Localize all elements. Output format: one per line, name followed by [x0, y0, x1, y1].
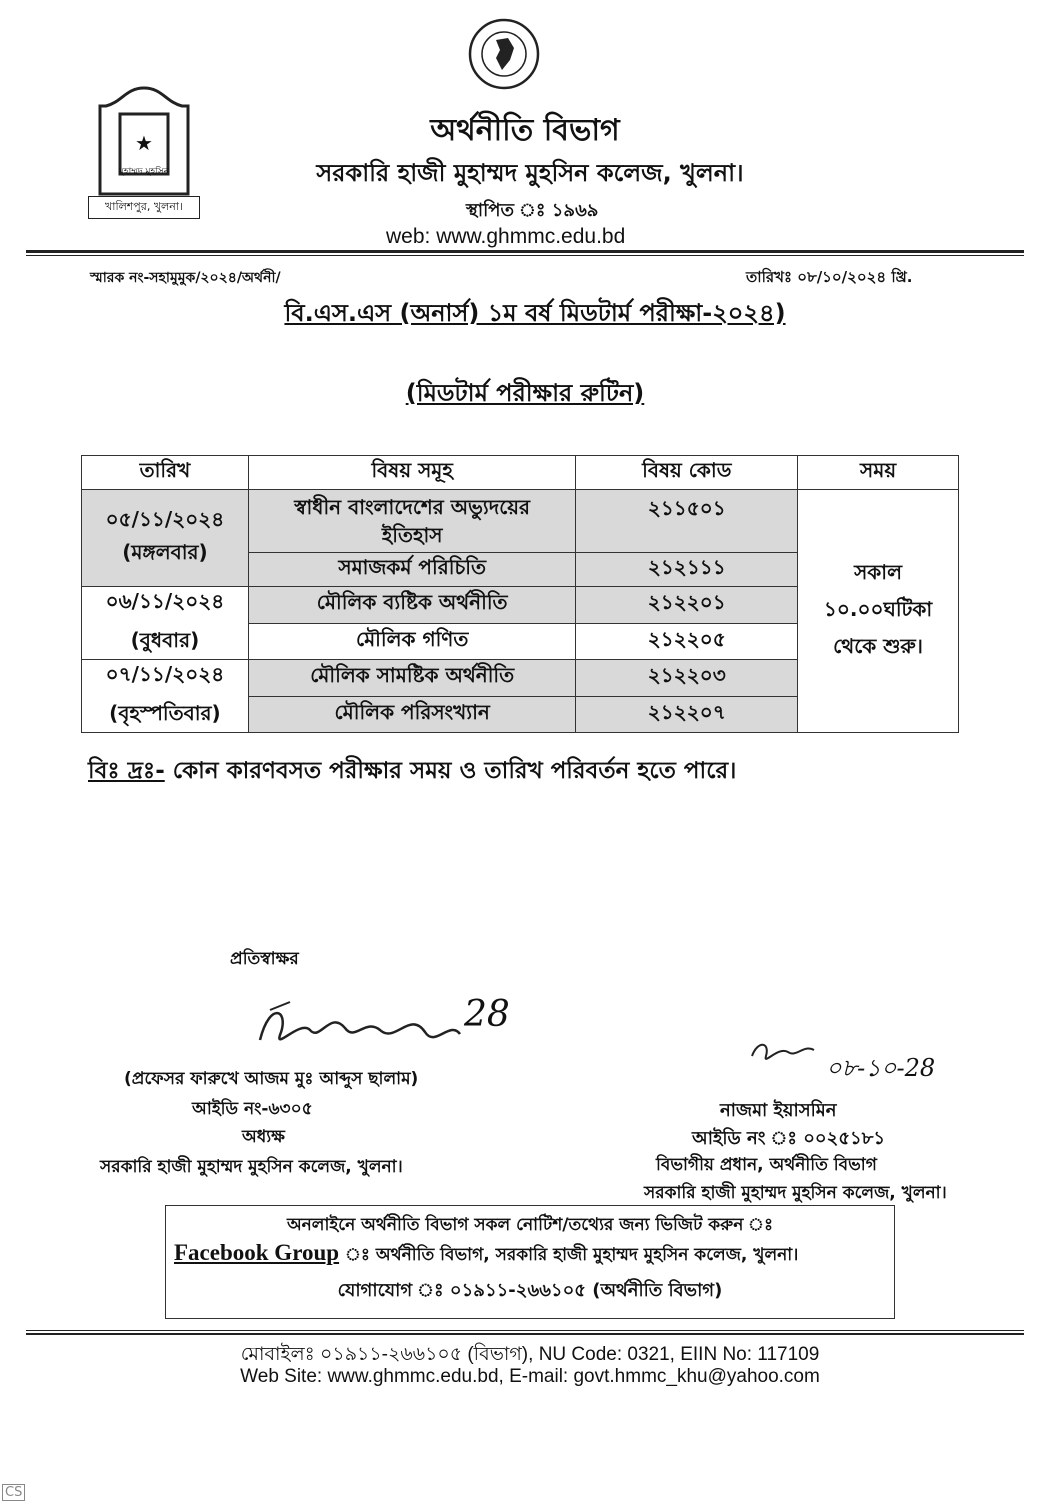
header-divider-thin	[26, 255, 1024, 256]
principal-signature	[250, 990, 530, 1064]
college-name: সরকারি হাজী মুহাম্মদ মুহসিন কলেজ, খুলনা।	[316, 159, 744, 187]
logo-inner-text: মুহাম্মদ মুহসিন	[118, 167, 170, 177]
head-name: নাজমা ইয়াসমিন	[720, 1100, 837, 1121]
code-cell: ২১২২০৫	[576, 623, 798, 660]
established: স্থাপিত ঃ ১৯৬৯	[466, 200, 599, 221]
day-text: (মঙ্গলবার)	[122, 540, 208, 564]
header-time: সময়	[798, 456, 959, 490]
header-date: তারিখ	[82, 456, 249, 490]
date-text: ০৭/১১/২০২৪	[105, 662, 225, 686]
svg-text:★: ★	[135, 131, 153, 155]
footer-divider	[26, 1330, 1024, 1331]
memo-date: তারিখঃ ০৮/১০/২০২৪ খ্রি.	[746, 268, 913, 286]
head-signature	[748, 1036, 988, 1088]
facebook-group-label: Facebook Group	[174, 1240, 340, 1265]
table-row	[82, 490, 959, 553]
day-text: (বুধবার)	[130, 628, 200, 652]
head-id: আইডি নং ঃ ০০২৫১৮১	[692, 1128, 886, 1149]
routine-table	[81, 455, 959, 733]
date-text: ০৬/১১/২০২৪	[105, 589, 225, 613]
principal-id: আইডি নং-৬৩০৫	[192, 1099, 313, 1119]
time-line-1: সকাল	[854, 559, 903, 584]
time-line-3: থেকে শুরু।	[833, 633, 923, 658]
footer-web: Web Site: www.ghmmc.edu.bd, E-mail: govt.hmmc_khu@yahoo.com	[240, 1366, 820, 1387]
online-info-box	[165, 1205, 895, 1319]
table-header-row	[82, 456, 959, 490]
subject-cell: মৌলিক পরিসংখ্যান	[248, 696, 576, 733]
date-cell	[82, 660, 249, 733]
online-box-contact: যোগাযোগ ঃ ০১৯১১-২৬৬১০৫ (অর্থনীতি বিভাগ)	[337, 1280, 723, 1301]
code-cell: ২১২২০৭	[576, 696, 798, 733]
logo-caption: খালিশপুর, খুলনা।	[88, 196, 200, 219]
countersign-label: প্রতিস্বাক্ষর	[230, 949, 299, 969]
day-text: (বৃহস্পতিবার)	[109, 701, 221, 725]
code-cell: ২১২১১১	[576, 553, 798, 587]
principal-signature-date: 28	[464, 994, 510, 1035]
footer-divider-thick	[26, 1333, 1024, 1335]
note-label: বিঃ দ্রঃ-	[88, 758, 165, 784]
head-org: সরকারি হাজী মুহাম্মদ মুহসিন কলেজ, খুলনা।	[644, 1183, 947, 1203]
routine-subtitle: (মিডটার্ম পরীক্ষার রুটিন)	[405, 379, 645, 407]
head-signature-date: ০৮-১০-28	[826, 1054, 936, 1082]
subject-cell: স্বাধীন বাংলাদেশের অভ্যুদয়ের ইতিহাস	[248, 490, 576, 553]
memo-reference: স্মারক নং-সহামুমুক/২০২৪/অর্থনী/	[90, 270, 281, 286]
subject-cell: মৌলিক ব্যষ্টিক অর্থনীতি	[248, 587, 576, 624]
note-text: কোন কারণবসত পরীক্ষার সময় ও তারিখ পরিবর্তন হতে পারে।	[164, 758, 737, 784]
department-title: অর্থনীতি বিভাগ	[430, 113, 620, 148]
footer-contact: মোবাইলঃ ০১৯১১-২৬৬১০৫ (বিভাগ), NU Code: 0321, EIIN No: 117109	[240, 1344, 820, 1365]
header-divider	[26, 250, 1024, 253]
government-seal	[466, 14, 542, 100]
online-box-facebook-line	[174, 1240, 894, 1270]
facebook-group-text: ঃ অর্থনীতি বিভাগ, সরকারি হাজী মুহাম্মদ মুহসিন কলেজ, খুলনা।	[339, 1245, 799, 1265]
code-cell: ২১২২০১	[576, 587, 798, 624]
subject-cell: সমাজকর্ম পরিচিতি	[248, 553, 576, 587]
principal-name: (প্রফেসর ফারুখে আজম মুঃ আব্দুস ছালাম)	[124, 1069, 419, 1089]
scanner-watermark: CS	[2, 1484, 25, 1501]
header-subjects: বিষয় সমূহ	[248, 456, 576, 490]
time-cell	[798, 490, 959, 733]
principal-role: অধ্যক্ষ	[242, 1127, 285, 1147]
time-line-2: ১০.০০ঘটিকা	[823, 596, 933, 621]
code-cell: ২১১৫০১	[576, 490, 798, 553]
note-line	[88, 752, 736, 791]
date-cell	[82, 587, 249, 660]
college-logo	[86, 84, 202, 222]
online-box-line1: অনলাইনে অর্থনীতি বিভাগ সকল নোটিশ/তথ্যের জন্য ভিজিট করুন ঃ	[286, 1215, 774, 1235]
exam-title: বি.এস.এস (অনার্স) ১ম বর্ষ মিডটার্ম পরীক্ষা-২০২৪)	[284, 299, 786, 327]
website-header: web: www.ghmmc.edu.bd	[386, 225, 626, 248]
date-text: ০৫/১১/২০২৪	[105, 507, 225, 531]
principal-org: সরকারি হাজী মুহাম্মদ মুহসিন কলেজ, খুলনা।	[100, 1157, 403, 1177]
subject-cell: মৌলিক গণিত	[248, 623, 576, 660]
head-role: বিভাগীয় প্রধান, অর্থনীতি বিভাগ	[656, 1155, 877, 1175]
subject-cell: মৌলিক সামষ্টিক অর্থনীতি	[248, 660, 576, 697]
header-code: বিষয় কোড	[576, 456, 798, 490]
date-cell	[82, 490, 249, 587]
code-cell: ২১২২০৩	[576, 660, 798, 697]
